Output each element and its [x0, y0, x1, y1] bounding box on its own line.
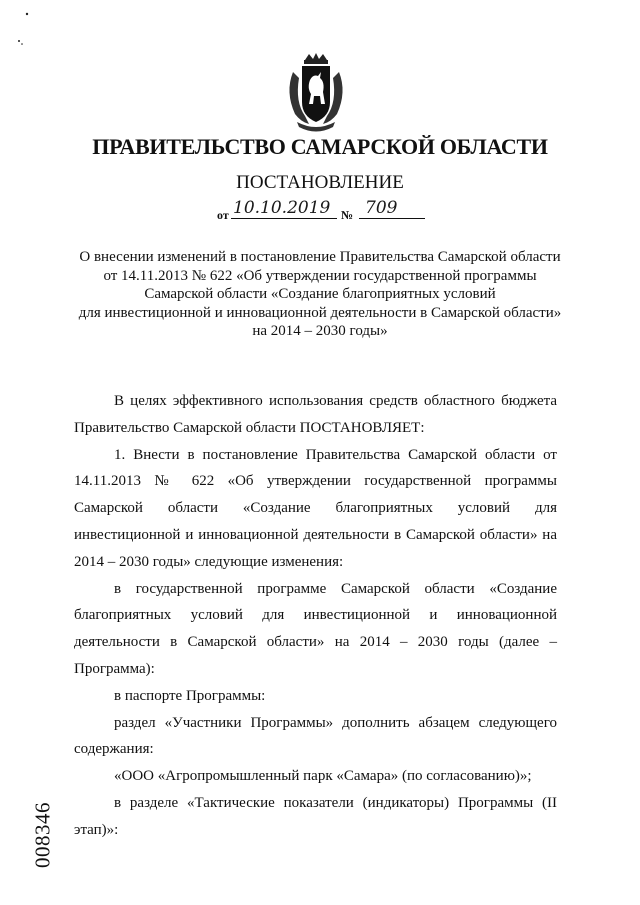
subject-line: для инвестиционной и инновационной деятельности в Самарской области»: [78, 304, 562, 321]
body-paragraph: В целях эффективного использования средств областного бюджета Правительство Самарской области ПОСТАНОВЛЯЕТ:: [74, 393, 557, 436]
document-type: ПОСТАНОВЛЕНИЕ: [236, 172, 404, 193]
body-paragraph: в разделе «Тактические показатели (индикаторы) Программы (II этап)»:: [74, 794, 557, 838]
body-paragraph: раздел «Участники Программы» дополнить абзацем следующего содержания:: [74, 714, 557, 758]
subject-line: О внесении изменений в постановление Правительства Самарской области: [79, 249, 561, 265]
coat-of-arms-icon: [283, 52, 349, 132]
number-value: 709: [365, 198, 398, 218]
scan-marks: [16, 8, 36, 48]
serial-number: [18, 770, 68, 900]
date-number-line: [213, 198, 433, 222]
date-label: от: [217, 208, 229, 222]
document-body: [74, 388, 557, 844]
document-subject: [60, 248, 580, 341]
subject-line: от 14.11.2013 № 622 «Об утверждении государственной программы: [103, 267, 537, 284]
body-paragraph: в паспорте Программы:: [114, 687, 266, 704]
organization-title: ПРАВИТЕЛЬСТВО САМАРСКОЙ ОБЛАСТИ: [92, 134, 548, 159]
body-paragraph: 1. Внести в постановление Правительства Самарской области от 14.11.2013 № 622 «Об утверждении государственной программы Самарской области «Создание благоприятных условий для инвестиционной и инновационной деятельности в Самарской области» на 2014 – 2030 годы» следующие изменения:: [74, 446, 557, 570]
date-value: 10.10.2019: [233, 198, 331, 218]
serial-number-text: 008346: [30, 802, 55, 868]
body-paragraph: «ООО «Агропромышленный парк «Самара» (по согласованию)»;: [114, 768, 532, 785]
number-label: №: [341, 208, 354, 222]
body-paragraph: в государственной программе Самарской области «Создание благоприятных условий для инвестиционной и инновационной деятельности в Самарской области» на 2014 – 2030 годы (далее – Программа):: [74, 580, 557, 677]
subject-line: Самарской области «Создание благоприятных условий: [144, 286, 496, 302]
subject-line: на 2014 – 2030 годы»: [252, 323, 388, 339]
